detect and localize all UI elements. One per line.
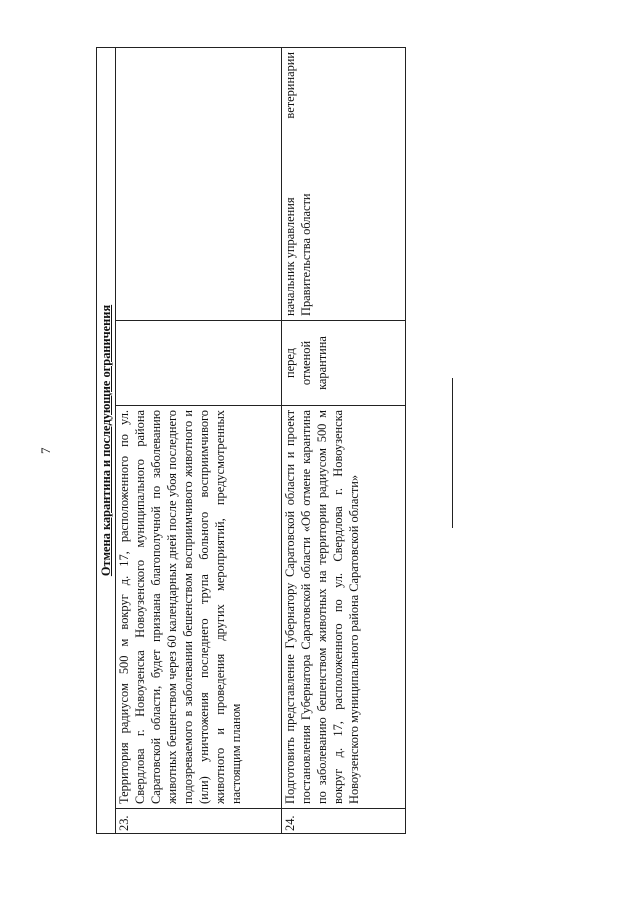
row-deadline — [116, 321, 282, 406]
row-responsible — [116, 47, 282, 320]
row-text: Подготовить представление Губернатору Саратовской области и проект постановления Губернатора Саратовской области «Об отмене карантина по заболеванию бешенством животных на территории радиусом 500 м вокруг д. 17, расположенного по ул. Свердлова г. Новоузенска Новоузенского муниципального района Саратовской области» — [282, 406, 406, 809]
table-row — [116, 47, 282, 833]
section-title: Отмена карантина и последующие ограничения — [97, 47, 116, 833]
row-number: 23. — [116, 809, 282, 834]
row-text: Территория радиусом 500 м вокруг д. 17, расположенного по ул. Свердлова г. Новоузенска Новоузенского муниципального района Саратовской области, будет признана благополучной по заболеванию животных бешенством через 60 календарных дней после убоя последнего подозреваемого в заболевании бешенством восприимчивого животного и (или) уничтожения последнего трупа больного восприимчивого животного и проведения других мероприятий, предусмотренных настоящим планом — [116, 406, 282, 809]
page-number: 7 — [38, 447, 53, 454]
responsible-department: ветеринарии — [283, 51, 297, 119]
responsible-line — [282, 52, 298, 316]
plan-table — [96, 47, 406, 834]
row-deadline: перед отменой карантина — [282, 321, 406, 406]
table-row — [282, 47, 406, 833]
row-responsible — [282, 47, 406, 320]
rotated-table-container — [96, 48, 406, 834]
signature-line — [452, 378, 453, 528]
row-number: 24. — [282, 809, 406, 834]
responsible-position: начальник управления — [283, 197, 297, 316]
responsible-organization: Правительства области — [299, 193, 313, 316]
table-row — [97, 47, 116, 833]
